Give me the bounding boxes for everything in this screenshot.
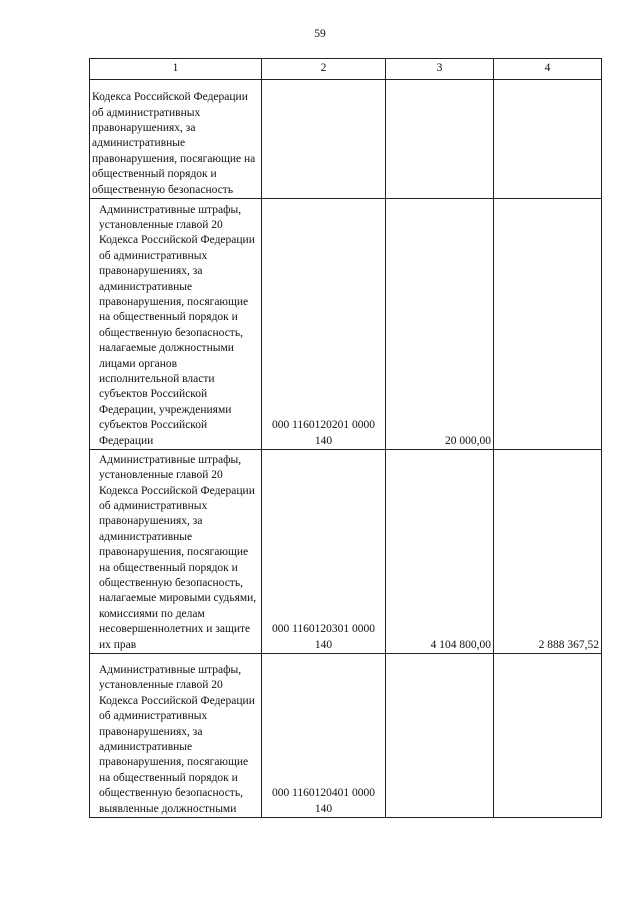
row-name-text: Административные штрафы, установленные главой 20 Кодекса Российской Федерации об административных правонарушениях, за административные правонарушения, посягающие на общественный порядок и общественную безопасность, налагаемые мировыми судьями, комиссиями по делам несовершеннолетних и защите их прав	[99, 453, 257, 651]
row-code-cell	[262, 80, 386, 199]
table-row	[90, 199, 602, 450]
row-actual-cell: 2 888 367,52	[494, 450, 602, 654]
table-row	[90, 80, 602, 199]
row-plan-cell	[386, 80, 494, 199]
header-row	[90, 59, 602, 80]
column-header-2: 2	[262, 59, 386, 80]
row-actual-cell	[494, 199, 602, 450]
row-name-cell	[90, 199, 262, 450]
row-name-cell	[90, 450, 262, 654]
row-name-cell: Кодекса Российской Федерации об административных правонарушениях, за административные правонарушения, посягающие на общественный порядок и общественную безопасность	[90, 80, 262, 199]
row-plan-cell	[386, 654, 494, 818]
row-name-cell	[90, 654, 262, 818]
column-header-1: 1	[90, 59, 262, 80]
table-row	[90, 654, 602, 818]
column-header-4: 4	[494, 59, 602, 80]
row-actual-cell	[494, 80, 602, 199]
row-code-cell: 000 1160120401 0000 140	[262, 654, 386, 818]
row-plan-cell: 4 104 800,00	[386, 450, 494, 654]
row-code-cell: 000 1160120301 0000 140	[262, 450, 386, 654]
page-number: 59	[314, 28, 326, 40]
row-name-text: Административные штрафы, установленные главой 20 Кодекса Российской Федерации об административных правонарушениях, за административные правонарушения, посягающие на общественный порядок и общественную безопасность, налагаемые должностными лицами органов исполнительной власти субъектов Российской Федерации, учреждениями субъектов Российской Федерации	[99, 203, 255, 447]
row-actual-cell	[494, 654, 602, 818]
budget-table	[89, 58, 602, 818]
table-row	[90, 450, 602, 654]
column-header-3: 3	[386, 59, 494, 80]
row-code-cell: 000 1160120201 0000 140	[262, 199, 386, 450]
row-plan-cell: 20 000,00	[386, 199, 494, 450]
row-name-text: Административные штрафы, установленные главой 20 Кодекса Российской Федерации об административных правонарушениях, за административные правонарушения, посягающие на общественный порядок и общественную безопасность, выявленные должностными	[99, 663, 255, 815]
